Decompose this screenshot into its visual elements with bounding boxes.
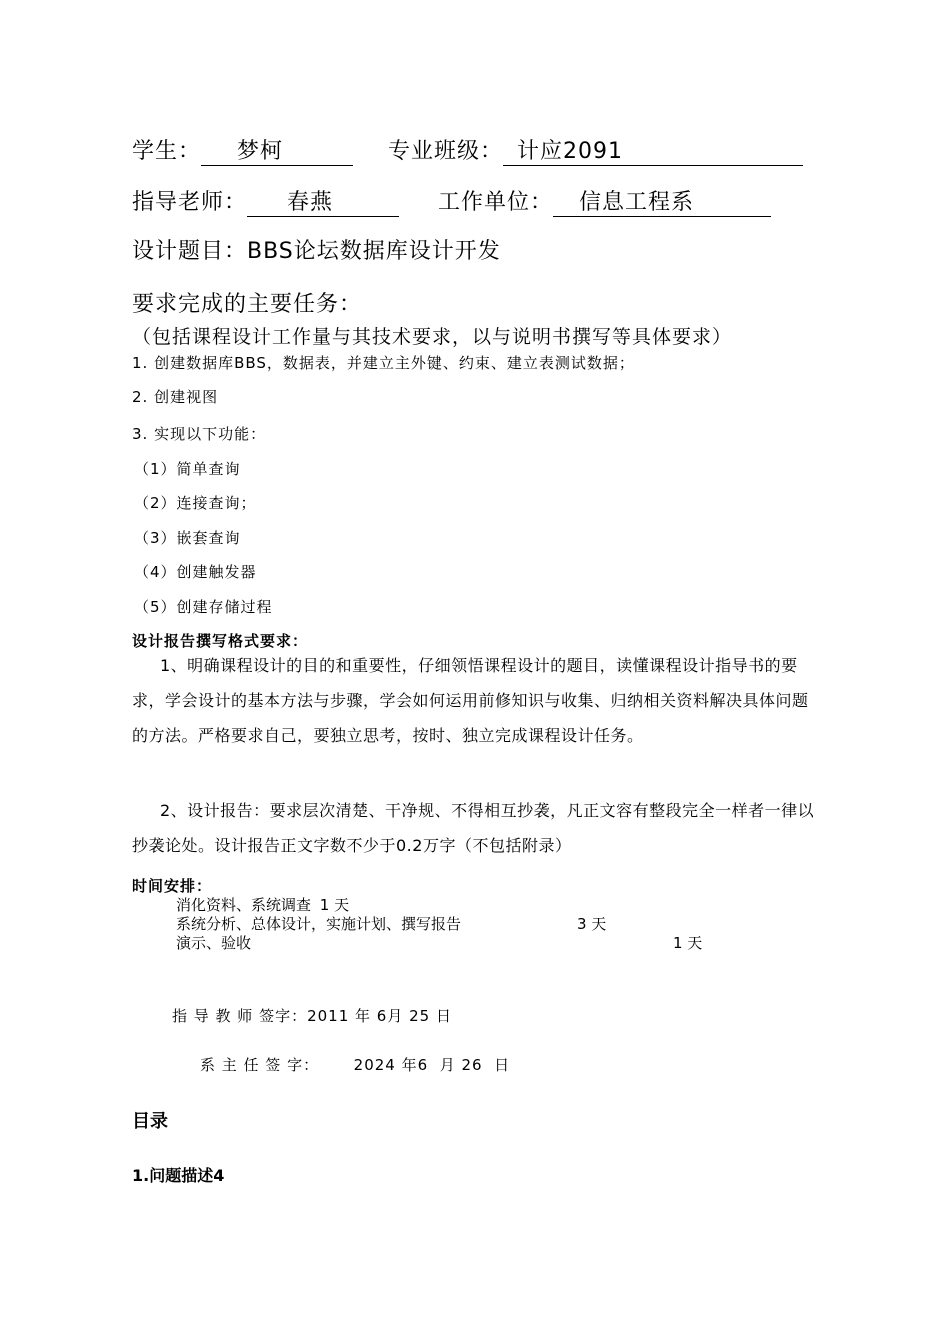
toc-title: 目录	[132, 1111, 168, 1132]
schedule-task: 消化资料、系统调查	[176, 896, 312, 914]
teacher-row	[132, 185, 399, 217]
class-value: 计应2091	[503, 134, 803, 166]
schedule-row	[176, 896, 349, 914]
student-row	[132, 134, 353, 166]
unit-value: 信息工程系	[553, 185, 771, 217]
task-item: 1. 创建数据库BBS，数据表，并建立主外键、约束、建立表测试数据；	[132, 354, 635, 372]
schedule-task: 系统分析、总体设计，实施计划、撰写报告	[176, 915, 462, 933]
report-title: 设计报告撰写格式要求：	[132, 632, 309, 650]
tasks-subtitle: （包括课程设计工作量与其技术要求，以与说明书撰写等具体要求）	[132, 326, 733, 348]
tasks-title: 要求完成的主要任务：	[132, 292, 363, 317]
schedule-days: 1 天	[319, 896, 350, 914]
schedule-row	[176, 915, 461, 933]
schedule-days: 1 天	[673, 934, 703, 952]
unit-row	[438, 185, 771, 217]
task-item: （2）连接查询；	[134, 494, 257, 512]
student-name: 梦柯	[201, 134, 353, 166]
schedule-task: 演示、验收	[176, 934, 252, 952]
task-item: （1）简单查询	[134, 460, 241, 478]
class-label: 专业班级：	[388, 139, 504, 164]
design-topic: 设计题目：BBS论坛数据库设计开发	[132, 239, 501, 264]
report-paragraph-2: 2、设计报告：要求层次清楚、干净规、不得相互抄袭，凡正文容有整段完全一样者一律以抄袭论处。设计报告正文字数不少于0.2万字（不包括附录）	[132, 801, 815, 855]
class-row	[388, 134, 803, 166]
teacher-signature: 指 导 教 师 签字：2011 年 6月 25 日	[172, 1007, 452, 1025]
teacher-name: 春燕	[247, 185, 399, 217]
task-item: 3. 实现以下功能：	[132, 425, 267, 443]
student-label: 学生：	[132, 139, 202, 164]
task-item: （4）创建触发器	[134, 563, 257, 581]
director-signature: 系 主 任 签 字： 2024 年6 月 26 日	[200, 1056, 511, 1074]
task-item: 2. 创建视图	[132, 388, 219, 406]
schedule-days: 3 天	[577, 915, 607, 933]
teacher-label: 指导老师：	[132, 190, 248, 215]
schedule-title: 时间安排：	[132, 877, 213, 895]
report-paragraph-1: 1、明确课程设计的目的和重要性，仔细领悟课程设计的题目，读懂课程设计指导书的要求，学会设计的基本方法与步骤，学会如何运用前修知识与收集、归纳相关资料解决具体问题的方法。严格要求自己，要独立思考，按时、独立完成课程设计任务。	[132, 656, 809, 745]
task-item: （5）创建存储过程	[134, 598, 273, 616]
toc-item[interactable]: 1.问题描述4	[132, 1166, 225, 1185]
unit-label: 工作单位：	[438, 190, 554, 215]
task-item: （3）嵌套查询	[134, 529, 241, 547]
